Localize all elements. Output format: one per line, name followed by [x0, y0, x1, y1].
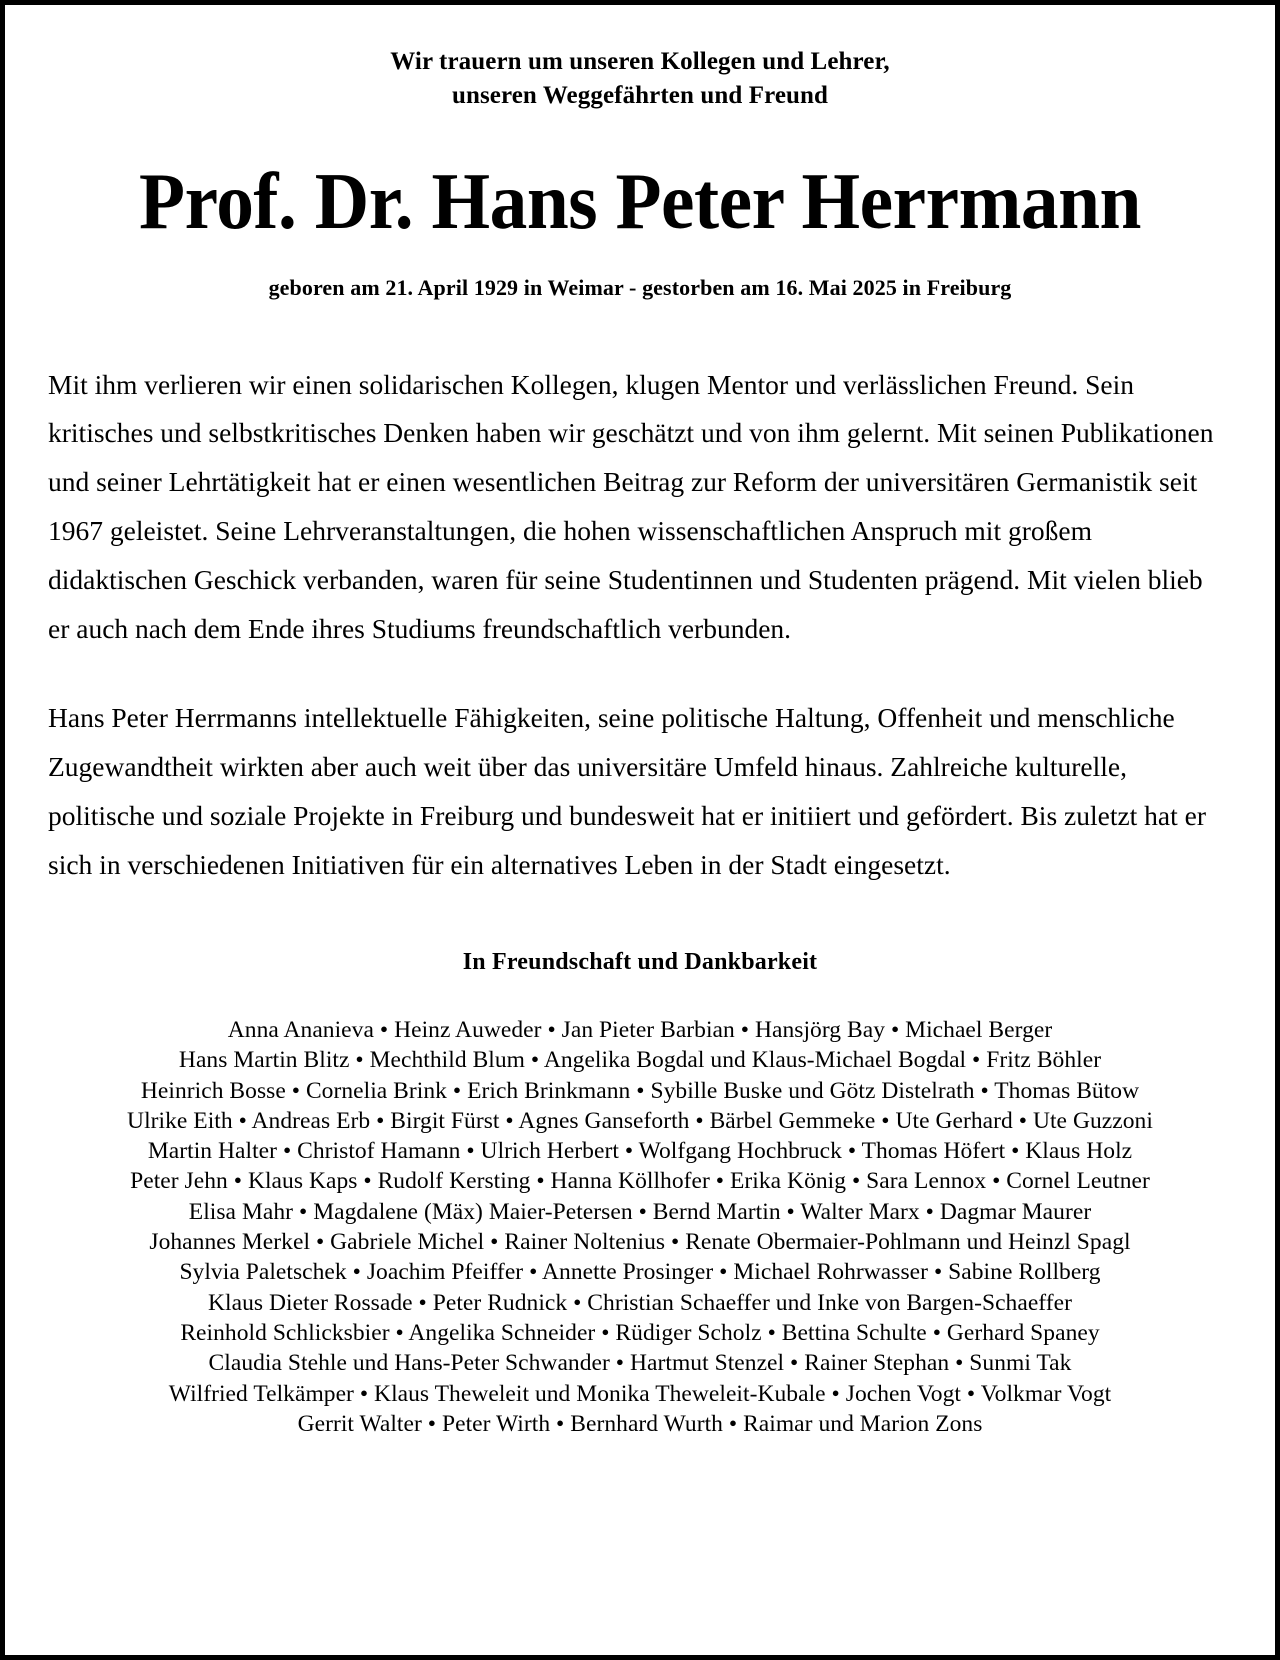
signatory-line: Martin Halter • Christof Hamann • Ulrich Herbert • Wolfgang Hochbruck • Thomas Höfert • Klaus Holz — [147, 1138, 1133, 1165]
closing-heading: In Freundschaft und Dankbarkeit — [462, 948, 818, 975]
birth-death-dates: geboren am 21. April 1929 in Weimar - gestorben am 16. Mai 2025 in Freiburg — [268, 274, 1012, 300]
mourning-lead-line-2: unseren Weggefährten und Freund — [451, 81, 829, 109]
signatory-list — [45, 1015, 1235, 1439]
notice-content — [5, 5, 1275, 1449]
tribute-paragraph-1: Mit ihm verlieren wir einen solidarischen Kollegen, klugen Mentor und verlässlichen Freund. Sein kritisches und selbstkritisches Denken haben wir geschätzt und von ihm gelernt. Mit seinen Publikationen und seiner Lehrtätigkeit hat er einen wesentlichen Beitrag zur Reform der universitären Germanistik seit 1967 geleistet. Seine Lehrveranstaltungen, die hohen wissenschaftlichen Anspruch mit großem didaktischen Geschick verbanden, waren für seine Studentinnen und Studenten prägend. Mit vielen blieb er auch nach dem Ende ihres Studiums freundschaftlich verbunden. — [48, 368, 1214, 645]
tribute-body — [45, 361, 1235, 890]
signatory-line: Anna Ananieva • Heinz Auweder • Jan Pieter Barbian • Hansjörg Bay • Michael Berger — [227, 1016, 1053, 1043]
signatory-line: Reinhold Schlicksbier • Angelika Schneider • Rüdiger Scholz • Bettina Schulte • Gerhard Spaney — [180, 1320, 1100, 1346]
signatory-line: Heinrich Bosse • Cornelia Brink • Erich Brinkmann • Sybille Buske und Götz Distelrath • Thomas Bütow — [140, 1077, 1140, 1104]
signatory-line: Wilfried Telkämper • Klaus Theweleit und Monika Theweleit-Kubale • Jochen Vogt • Volkmar Vogt — [168, 1380, 1112, 1407]
signatory-line: Gerrit Walter • Peter Wirth • Bernhard Wurth • Raimar und Marion Zons — [297, 1410, 983, 1437]
signatory-line: Sylvia Paletschek • Joachim Pfeiffer • Annette Prosinger • Michael Rohrwasser • Sabine Rollberg — [179, 1259, 1101, 1286]
signatory-line: Elisa Mahr • Magdalene (Mäx) Maier-Petersen • Bernd Martin • Walter Marx • Dagmar Maurer — [188, 1198, 1092, 1225]
signatory-line: Johannes Merkel • Gabriele Michel • Rainer Noltenius • Renate Obermaier-Pohlmann und Heinzl Spagl — [149, 1229, 1131, 1256]
signatory-line: Ulrike Eith • Andreas Erb • Birgit Fürst • Agnes Ganseforth • Bärbel Gemmeke • Ute Gerhard • Ute Guzzoni — [127, 1107, 1153, 1134]
deceased-name: Prof. Dr. Hans Peter Herrmann — [139, 155, 1141, 246]
signatory-line: Hans Martin Blitz • Mechthild Blum • Angelika Bogdal und Klaus-Michael Bogdal • Fritz Böhler — [178, 1047, 1102, 1074]
signatory-line: Klaus Dieter Rossade • Peter Rudnick • Christian Schaeffer und Inke von Bargen-Schaeffer — [207, 1289, 1072, 1316]
mourning-lead-text — [45, 45, 1235, 113]
mourning-lead-line-1: Wir trauern um unseren Kollegen und Lehrer, — [390, 48, 890, 75]
tribute-paragraph-2: Hans Peter Herrmanns intellektuelle Fähigkeiten, seine politische Haltung, Offenheit und menschliche Zugewandtheit wirkten aber auch weit über das universitäre Umfeld hinaus. Zahlreiche kulturelle, politische und soziale Projekte in Freiburg und bundesweit hat er initiiert und gefördert. Bis zuletzt hat er sich in verschiedenen Initiativen für ein alternatives Leben in der Stadt eingesetzt. — [48, 702, 1207, 880]
signatory-line: Peter Jehn • Klaus Kaps • Rudolf Kersting • Hanna Köllhofer • Erika König • Sara Lennox • Cornel Leutner — [130, 1168, 1150, 1195]
signatory-line: Claudia Stehle und Hans-Peter Schwander • Hartmut Stenzel • Rainer Stephan • Sunmi Tak — [208, 1350, 1072, 1377]
